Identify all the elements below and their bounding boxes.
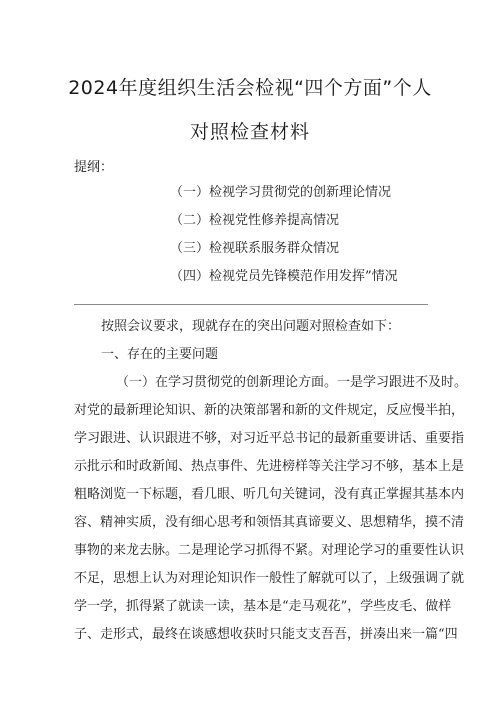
paragraph-line: 粗略浏览一下标题，看几眼、听几句关键词，没有真正掌握其基本内 <box>74 487 465 502</box>
paragraph-line: （一）在学习贯彻党的创新理论方面。一是学习跟进不及时。 <box>116 375 468 390</box>
outline-item: （二）检视党性修养提高情况 <box>170 213 340 228</box>
section-heading: 一、存在的主要问题 <box>101 347 219 362</box>
outline-item: （三）检视联系服务群众情况 <box>170 241 340 256</box>
paragraph-line: 容、精神实质，没有细心思考和领悟其真谛要义、思想精华，摸不清 <box>74 515 465 530</box>
paragraph-line: 学习跟进、认识跟进不够，对习近平总书记的最新重要讲话、重要指 <box>74 431 465 446</box>
paragraph-line: 对党的最新理论知识、新的决策部署和新的文件规定，反应慢半拍， <box>74 403 465 418</box>
paragraph-line: 事物的来龙去脉。二是理论学习抓得不紧。对理论学习的重要性认识 <box>74 543 465 558</box>
document-title-line-1: 2024年度组织生活会检视“四个方面”个人 <box>68 77 432 99</box>
paragraph-line: 示批示和时政新闻、热点事件、先进榜样等关注学习不够，基本上是 <box>74 459 465 474</box>
outline-label: 提纲： <box>74 160 114 175</box>
paragraph-line: 不足，思想上认为对理论知识作一般性了解就可以了，上级强调了就 <box>74 571 465 586</box>
paragraph-line: 学一学，抓得紧了就读一读，基本是“走马观花”，学些皮毛、做样 <box>74 599 452 614</box>
outline-item: （四）检视党员先锋模范作用发挥”情况 <box>170 269 398 284</box>
document-title-line-2: 对照检查材料 <box>189 121 310 143</box>
paragraph-line: 子、走形式，最终在谈感想收获时只能支支吾吾，拼凑出来一篇“四 <box>74 627 458 642</box>
outline-item: （一）检视学习贯彻党的创新理论情况 <box>170 185 392 200</box>
body-intro-line: 按照会议要求，现就存在的突出问题对照检查如下： <box>101 319 401 334</box>
section-divider <box>74 304 428 305</box>
